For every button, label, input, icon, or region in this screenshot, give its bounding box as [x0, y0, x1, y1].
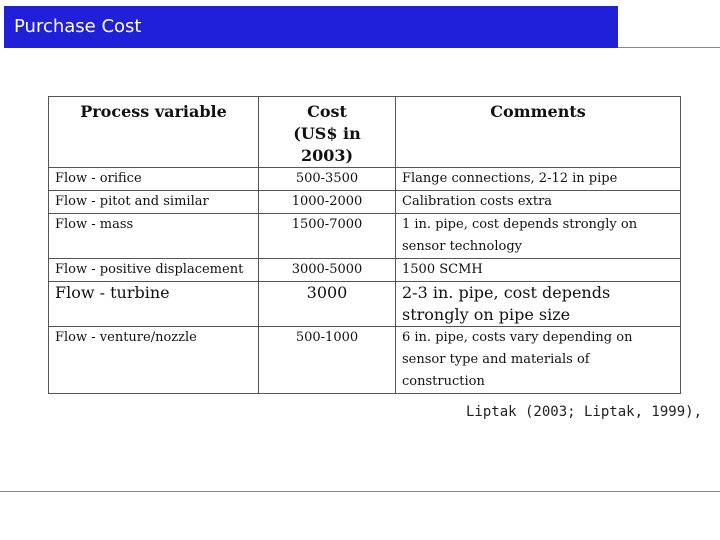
table-header-row: [49, 97, 681, 168]
table-row: [49, 191, 681, 214]
cell-process: Flow - mass: [49, 214, 259, 259]
cell-comments: 2-3 in. pipe, cost depends strongly on pipe size: [396, 282, 681, 327]
cost-table-container: [48, 96, 680, 389]
cell-comments: Flange connections, 2-12 in pipe: [396, 168, 681, 191]
header-cost-line1: Cost: [307, 102, 347, 121]
header-cost: [259, 97, 396, 168]
cell-comments: 1 in. pipe, cost depends strongly on sensor technology: [396, 214, 681, 259]
cell-cost: 1500-7000: [259, 214, 396, 259]
header-comments: Comments: [396, 97, 681, 168]
header-cost-line2: (US$ in 2003): [293, 124, 361, 165]
cell-cost: 3000-5000: [259, 259, 396, 282]
cell-process: Flow - pitot and similar: [49, 191, 259, 214]
cell-process: Flow - turbine: [49, 282, 259, 327]
cell-process: Flow - positive displacement: [49, 259, 259, 282]
cell-cost: 3000: [259, 282, 396, 327]
cell-comments: 1500 SCMH: [396, 259, 681, 282]
table-row: [49, 259, 681, 282]
cell-comments: 6 in. pipe, costs vary depending on sensor type and materials of construction: [396, 327, 681, 394]
source-citation: Liptak (2003; Liptak, 1999),: [466, 404, 703, 420]
header-process-variable: Process variable: [49, 97, 259, 168]
cost-table: [48, 96, 681, 394]
top-divider: [618, 47, 720, 48]
table-row: [49, 168, 681, 191]
cell-cost: 500-3500: [259, 168, 396, 191]
table-row: [49, 214, 681, 259]
bottom-divider: [0, 491, 720, 492]
cell-cost: 500-1000: [259, 327, 396, 394]
table-row: [49, 282, 681, 327]
cell-process: Flow - venture/nozzle: [49, 327, 259, 394]
cell-cost: 1000-2000: [259, 191, 396, 214]
slide-title: Purchase Cost: [14, 16, 142, 37]
table-row: [49, 327, 681, 394]
cell-process: Flow - orifice: [49, 168, 259, 191]
title-bar: [4, 6, 618, 48]
cell-comments: Calibration costs extra: [396, 191, 681, 214]
